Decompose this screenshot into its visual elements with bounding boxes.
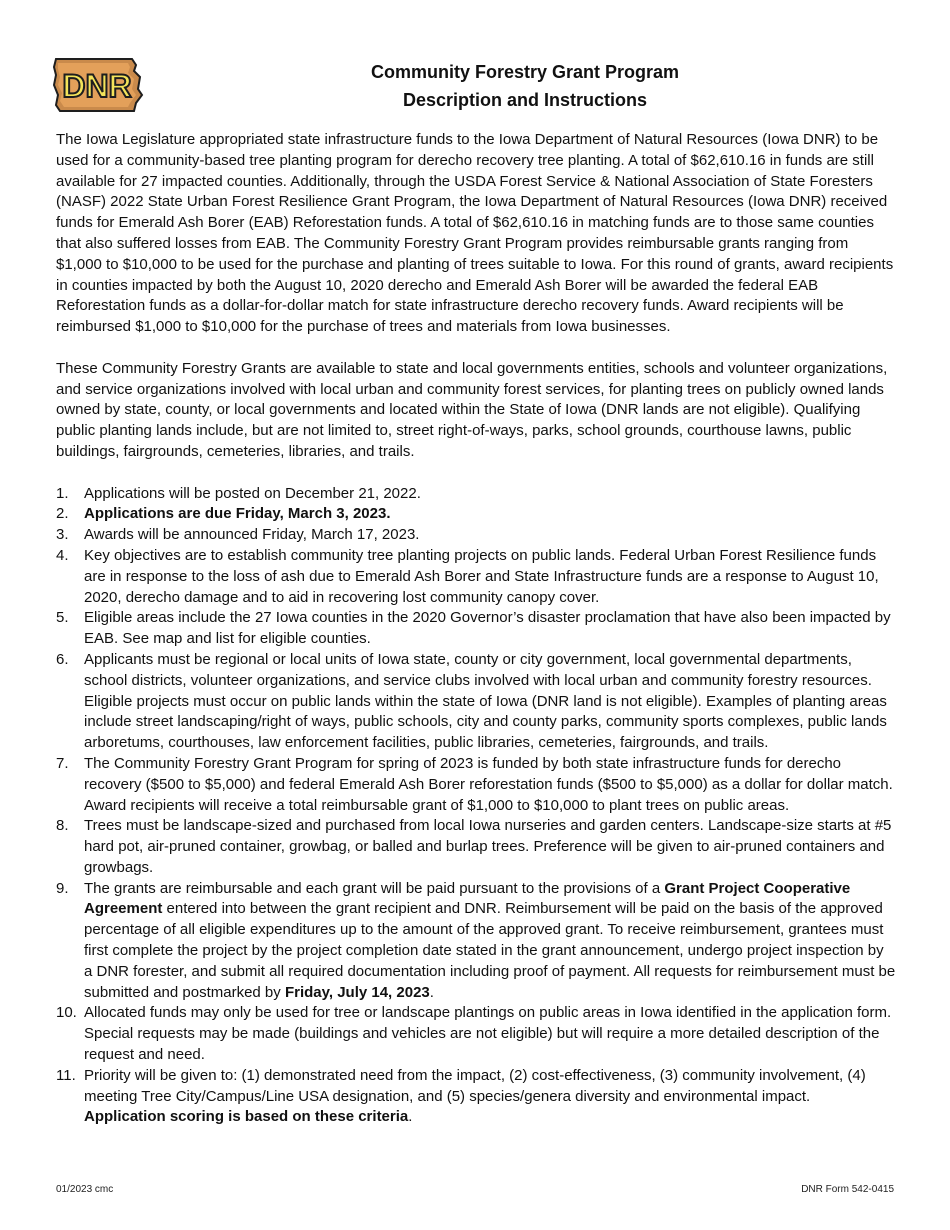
scoring-note: Application scoring is based on these criteria [84,1108,409,1126]
list-text-part: Priority will be given to: (1) demonstrated need from the impact, (2) cost-effectiveness, (3) community involvement, (4) meeting Tree City/Campus/Line USA designation, and (5) species/genera diversity and environmental impact. [84,1066,866,1105]
list-number: 6. [56,650,69,668]
footer-form-number: DNR Form 542-0415 [801,1184,894,1195]
instructions-list [56,484,896,1129]
list-number: 9. [56,879,69,897]
list-item [56,879,896,1004]
list-item [56,650,896,754]
list-text: Allocated funds may only be used for tree or landscape plantings on public areas in Iowa identified in the application form. Special requests may be made (buildings and vehicles are not eligible) but will require a more detailed description of the request and need. [84,1004,892,1064]
list-item [56,816,896,878]
list-text: Awards will be announced Friday, March 17, 2023. [84,526,420,544]
list-number: 11. [56,1066,76,1084]
list-number: 3. [56,526,69,544]
list-item [56,546,896,608]
document-body [56,130,896,1128]
list-item [56,1003,896,1065]
list-text: Applications are due Friday, March 3, 2023. [84,505,391,523]
list-text [84,880,895,1001]
list-text-part: . [408,1108,413,1126]
dnr-logo [50,55,145,117]
intro-paragraph-1: The Iowa Legislature appropriated state infrastructure funds to the Iowa Department of Natural Resources (Iowa DNR) to be used for a community-based tree planting program for derecho recovery tree planting. A total of $62,610.16 in funds are still available for 27 impacted counties. Additionally, through the USDA Forest Service & National Association of State Foresters (NASF) 2022 State Urban Forest Resilience Grant Program, the Iowa Department of Natural Resources (Iowa DNR) received funds for Emerald Ash Borer (EAB) Reforestation funds. A total of $62,610.16 in matching funds are to those same counties that also suffered losses from EAB. The Community Forestry Grant Program provides reimbursable grants ranging from $1,000 to $10,000 to be used for the purchase and planting of trees suitable to Iowa. For this round of grants, award recipients in counties impacted by both the August 10, 2020 derecho and Emerald Ash Borer will be awarded the federal EAB Reforestation funds as a dollar-for-dollar match for state infrastructure derecho recovery funds. Award recipients will be reimbursed $1,000 to $10,000 for the purchase of trees and materials from Iowa businesses. [56,131,894,336]
iowa-dnr-logo-icon [50,55,145,117]
page-title [300,58,750,114]
list-item [56,754,896,816]
list-text-part: entered into between the grant recipient and DNR. Reimbursement will be paid on the basis of the approved percentage of all eligible expenditures up to the amount of the approved grant. To receive reimbursement, grantees must first complete the project by the project completion date stated in the grant announcement, undergo project inspection by a DNR forester, and submit all required documentation including proof of payment. All requests for reimbursement must be submitted and postmarked by [84,900,896,1001]
footer-revision: 01/2023 cmc [56,1184,114,1195]
agreement-name: Grant Project Cooperative Agreement [84,879,851,918]
list-item [56,1066,896,1128]
list-text: Eligible areas include the 27 Iowa counties in the 2020 Governor’s disaster proclamation that have also been impacted by EAB. See map and list for eligible counties. [84,609,891,648]
list-text: Applicants must be regional or local units of Iowa state, county or city government, local governmental departments, school districts, volunteer organizations, and service clubs involved with local urban and community forestry resources. Eligible projects must occur on public lands within the state of Iowa (DNR land is not eligible). Examples of planting areas include street landscaping/right of ways, public schools, city and county parks, community sports complexes, public lands arboretums, courthouses, law enforcement facilities, public libraries, cemeteries, fairgrounds, and trails. [84,650,887,752]
list-item [56,525,896,546]
list-text: Key objectives are to establish community tree planting projects on public lands. Federal Urban Forest Resilience funds are in response to the loss of ash due to Emerald Ash Borer and State Infrastructure funds are a response to August 10, 2020, derecho damage and to aid in recovering lost community canopy cover. [84,546,879,606]
list-text [84,1067,866,1126]
list-number: 8. [56,817,69,835]
list-text-part: The grants are reimbursable and each grant will be paid pursuant to the provisions of a [84,879,665,897]
list-number: 7. [56,754,69,772]
list-item [56,608,896,650]
list-number: 1. [56,484,69,502]
list-item [56,504,896,525]
title-line-1: Community Forestry Grant Program [370,62,680,82]
dnr-logo-text: DNR [62,68,132,104]
list-number: 5. [56,609,69,627]
list-item [56,484,896,505]
list-number: 2. [56,505,69,523]
intro-paragraph-2: These Community Forestry Grants are available to state and local governments entities, schools and volunteer organizations, and service organizations involved with local urban and community forest services, for planting trees on publicly owned lands owned by state, county, or local governments and located within the State of Iowa (DNR lands are not eligible). Qualifying public planting lands include, but are not limited to, street right-of-ways, parks, school grounds, courthouse lawns, public buildings, fairgrounds, cemeteries, libraries, and trails. [56,359,888,460]
list-text: Trees must be landscape-sized and purchased from local Iowa nurseries and garden centers. Landscape-size starts at #5 hard pot, air-pruned container, growbag, or balled and burlap trees. Preference will be given to air-pruned containers and growbags. [84,817,892,876]
reimbursement-deadline: Friday, July 14, 2023 [284,983,430,1001]
title-line-2: Description and Instructions [402,90,648,110]
list-text-part: . [429,983,434,1001]
list-number: 4. [56,546,69,564]
list-text: Applications will be posted on December 21, 2022. [84,484,421,502]
list-number: 10. [56,1004,77,1022]
list-text: The Community Forestry Grant Program for spring of 2023 is funded by both state infrastructure funds for derecho recovery ($500 to $5,000) and federal Emerald Ash Borer reforestation funds ($500 to $5,000) as a dollar for dollar match. Award recipients will receive a total reimbursable grant of $1,000 to $10,000 to plant trees on public areas. [84,754,893,814]
